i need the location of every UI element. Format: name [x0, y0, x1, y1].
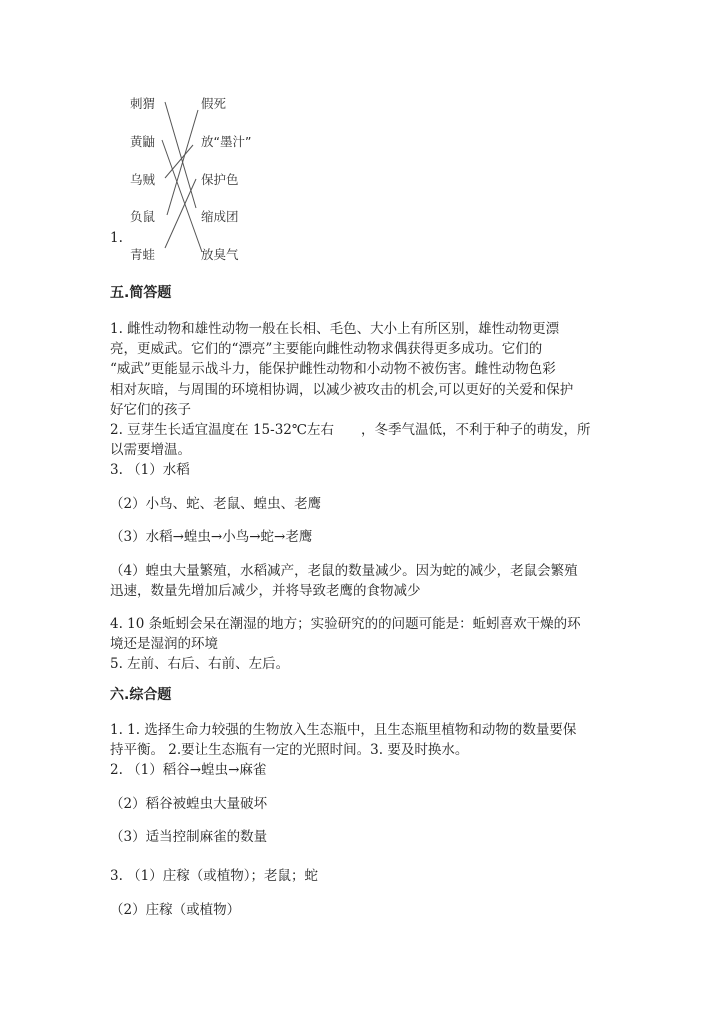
answer-line: 好它们的孩子: [110, 402, 191, 418]
right-item: 缩成团: [201, 209, 239, 224]
matching-lines: [0, 0, 720, 300]
answer-line: 境还是湿润的环境: [110, 636, 218, 652]
right-item: 假死: [201, 96, 227, 111]
section-title: 六.综合题: [110, 687, 172, 703]
right-item: 放臭气: [201, 247, 239, 262]
answer-line: 3. （1）水稻: [110, 462, 190, 478]
answer-line: 2. 豆芽生长适宜温度在 15-32℃左右 ，冬季气温低，不利于种子的萌发，所: [110, 422, 591, 438]
left-item: 负鼠: [130, 209, 156, 224]
left-item: 刺猬: [130, 96, 156, 111]
left-item: 青蛙: [130, 247, 156, 262]
left-item: 乌贼: [130, 172, 156, 187]
answer-line: （2）庄稼（或植物）: [110, 902, 241, 918]
answer-line: （3）适当控制麻雀的数量: [110, 829, 268, 845]
match-line: [165, 179, 196, 248]
answer-line: 1. 雌性动物和雄性动物一般在长相、毛色、大小上有所区别，雄性动物更漂: [110, 321, 560, 337]
answer-line: 相对灰暗，与周围的环境相协调，以减少被攻击的机会,可以更好的关爱和保护: [110, 382, 574, 398]
answer-line: 亮，更威武。它们的“漂亮”主要能向雌性动物求偶获得更多成功。它们的: [110, 341, 543, 357]
answer-line: （2）稻谷被蝗虫大量破坏: [110, 796, 268, 812]
question-number: 1.: [110, 230, 123, 246]
left-item: 黄鼬: [130, 134, 156, 149]
answer-line: 以需要增温。: [110, 442, 191, 458]
answer-line: 3. （1）庄稼（或植物）；老鼠；蛇: [110, 868, 319, 884]
answer-line: （2）小鸟、蛇、老鼠、蝗虫、老鹰: [110, 496, 322, 512]
answer-line: 迅速，数量先增加后减少，并将导致老鹰的食物减少: [110, 583, 421, 599]
answer-line: （3）水稻→蝗虫→小鸟→蛇→老鹰: [110, 529, 313, 545]
answer-line: “威武”更能显示战斗力，能保护雌性动物和小动物不被伤害。雌性动物色彩: [110, 361, 556, 377]
answer-line: 4. 10 条蚯蚓会呆在潮湿的地方；实验研究的的问题可能是：蚯蚓喜欢干燥的环: [110, 616, 581, 632]
right-item: 放“墨汁”: [201, 134, 252, 149]
section-title: 五.简答题: [110, 285, 172, 301]
answer-line: 持平衡。 2.要让生态瓶有一定的光照时间。3. 要及时换水。: [110, 742, 469, 758]
match-line: [162, 140, 202, 252]
right-item: 保护色: [201, 172, 239, 187]
answer-line: （4）蝗虫大量繁殖，水稻减产，老鼠的数量减少。因为蛇的减少，老鼠会繁殖: [110, 563, 578, 579]
answer-line: 1. 1. 选择生命力较强的生物放入生态瓶中，且生态瓶里植物和动物的数量要保: [110, 722, 577, 738]
answer-line: 2. （1）稻谷→蝗虫→麻雀: [110, 762, 267, 778]
answer-line: 5. 左前、右后、右前、左后。: [110, 656, 290, 672]
